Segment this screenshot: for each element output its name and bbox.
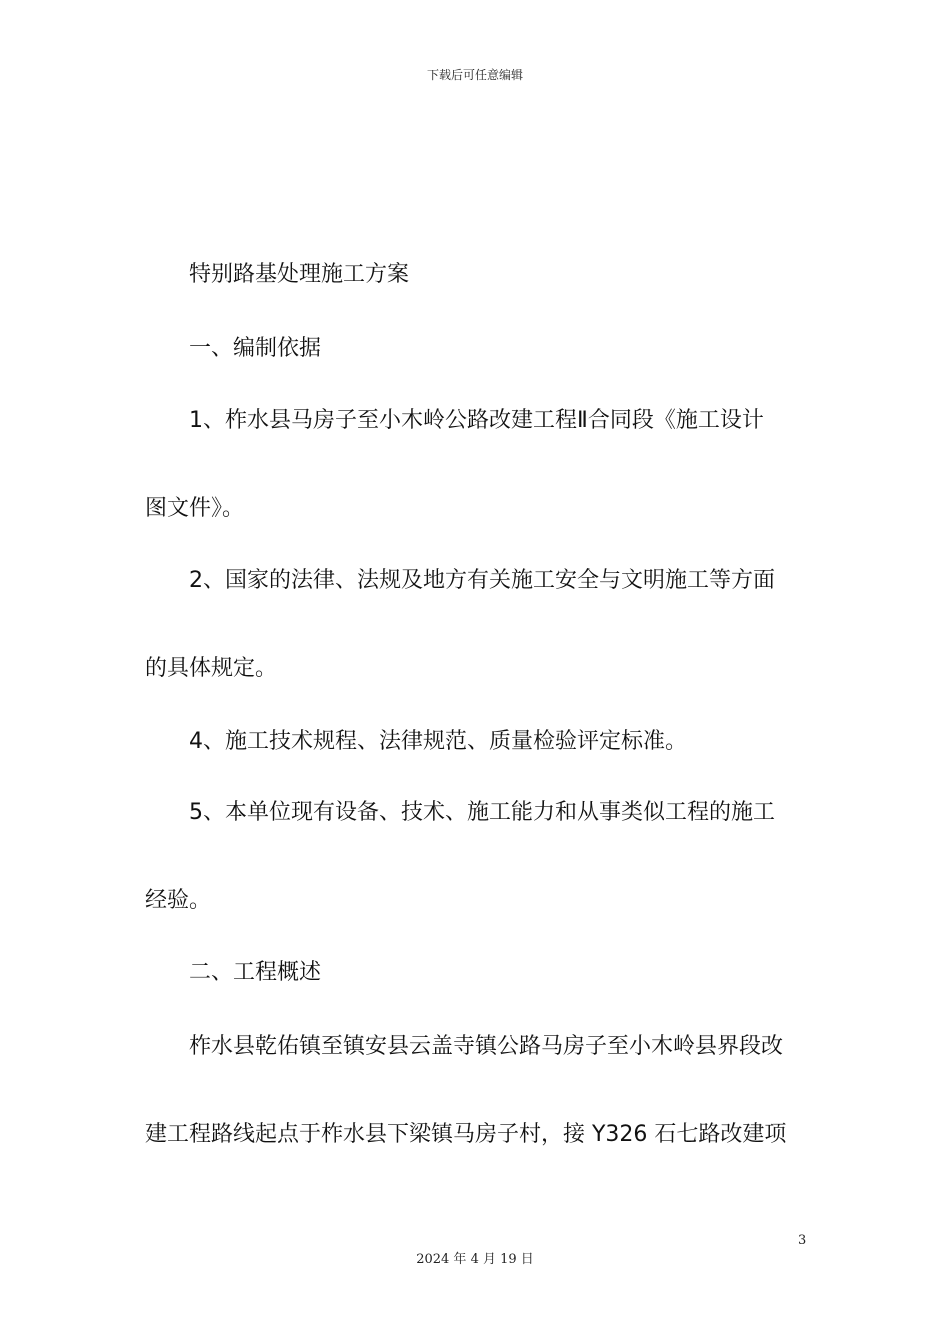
section-heading-overview: 二、工程概述 xyxy=(189,960,322,985)
paragraph-item-1-line-1: 1、柞水县马房子至小木岭公路改建工程Ⅱ合同段《施工设计 xyxy=(189,408,764,433)
footer-date: 2024 年 4 月 19 日 xyxy=(416,1252,534,1267)
paragraph-item-5-line-2: 经验。 xyxy=(145,888,212,913)
paragraph-item-5-line-1: 5、本单位现有设备、技术、施工能力和从事类似工程的施工 xyxy=(189,800,775,825)
paragraph-item-2-line-1: 2、国家的法律、法规及地方有关施工安全与文明施工等方面 xyxy=(189,568,775,593)
paragraph-overview-line-1: 柞水县乾佑镇至镇安县云盖寺镇公路马房子至小木岭县界段改 xyxy=(189,1034,784,1059)
header-note: 下载后可任意编辑 xyxy=(426,68,523,82)
paragraph-item-4: 4、施工技术规程、法律规范、质量检验评定标准。 xyxy=(189,729,687,754)
section-heading-basis: 一、编制依据 xyxy=(189,336,322,361)
paragraph-item-1-line-2: 图文件》。 xyxy=(145,496,245,521)
document-title: 特别路基处理施工方案 xyxy=(189,262,410,287)
paragraph-overview-line-2: 建工程路线起点于柞水县下梁镇马房子村，接 Y326 石七路改建项 xyxy=(145,1122,787,1147)
paragraph-item-2-line-2: 的具体规定。 xyxy=(145,656,278,681)
page-number: 3 xyxy=(798,1233,807,1248)
